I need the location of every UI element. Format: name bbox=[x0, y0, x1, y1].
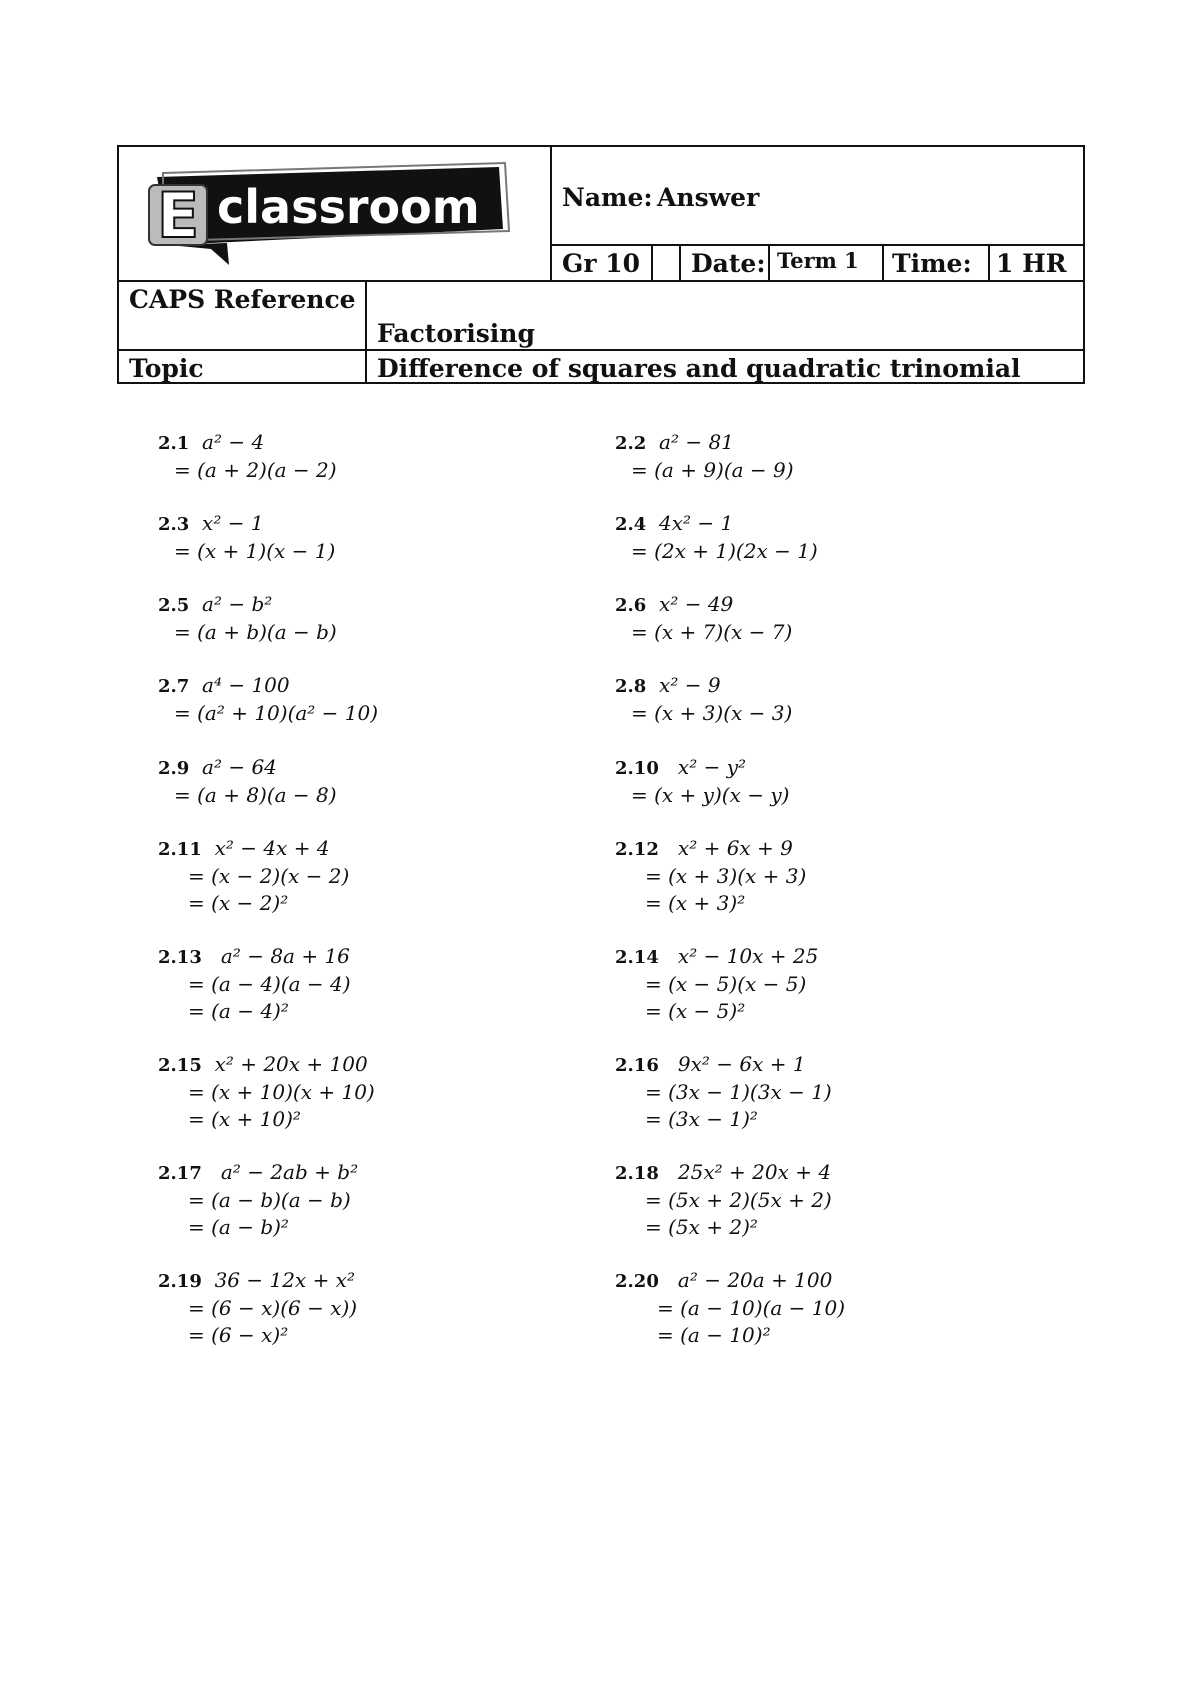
problem-item bbox=[158, 1159, 358, 1241]
problem-number: 2.7 bbox=[158, 676, 190, 697]
e-classroom-logo bbox=[139, 159, 511, 269]
topic-label: Topic bbox=[129, 354, 204, 383]
answer-step: = (3x − 1)² bbox=[645, 1107, 758, 1131]
problem-expression: x² − y² bbox=[677, 755, 747, 779]
answer-step: = (a − 4)² bbox=[188, 999, 289, 1023]
problem-number: 2.16 bbox=[615, 1055, 659, 1076]
divider bbox=[768, 244, 770, 281]
answer-step: = (6 − x)² bbox=[188, 1323, 289, 1347]
divider bbox=[550, 147, 552, 281]
problem-expression: x² − 4x + 4 bbox=[214, 836, 330, 860]
grade-value: Gr 10 bbox=[562, 249, 641, 278]
problem-expression: a⁴ − 100 bbox=[202, 673, 290, 697]
answer-step: = (x − 5)(x − 5) bbox=[645, 972, 807, 996]
problem-expression: 36 − 12x + x² bbox=[214, 1268, 355, 1292]
name-label: Name: bbox=[562, 183, 653, 212]
problem-item bbox=[158, 429, 337, 484]
answer-step: = (a + 2)(a − 2) bbox=[174, 458, 337, 482]
answer-step: = (a − b)(a − b) bbox=[188, 1188, 351, 1212]
worksheet-header bbox=[117, 145, 1085, 384]
problem-expression: 25x² + 20x + 4 bbox=[677, 1160, 832, 1184]
problem-expression: a² − 20a + 100 bbox=[677, 1268, 833, 1292]
answer-step: = (x − 2)(x − 2) bbox=[188, 864, 350, 888]
divider bbox=[988, 244, 990, 281]
svg-text:classroom: classroom bbox=[217, 180, 480, 234]
problem-expression: a² − 2ab + b² bbox=[220, 1160, 359, 1184]
divider bbox=[119, 349, 1085, 351]
divider bbox=[679, 244, 681, 281]
time-label: Time: bbox=[892, 249, 972, 278]
divider bbox=[882, 244, 884, 281]
problem-item bbox=[158, 943, 351, 1025]
problem-item bbox=[615, 943, 818, 1025]
problem-number: 2.13 bbox=[158, 947, 202, 968]
problem-number: 2.9 bbox=[158, 758, 190, 779]
problem-expression: a² − 4 bbox=[202, 430, 265, 454]
answer-step: = (3x − 1)(3x − 1) bbox=[645, 1080, 832, 1104]
problem-item bbox=[158, 754, 337, 809]
problem-number: 2.10 bbox=[615, 758, 659, 779]
time-value: 1 HR bbox=[996, 249, 1067, 278]
problem-item bbox=[615, 754, 789, 809]
problem-number: 2.2 bbox=[615, 433, 647, 454]
problem-number: 2.15 bbox=[158, 1055, 202, 1076]
problem-item bbox=[158, 835, 349, 917]
problem-expression: a² − 64 bbox=[202, 755, 277, 779]
answer-step: = (x + 3)² bbox=[645, 891, 746, 915]
problem-expression: x² − 49 bbox=[659, 592, 734, 616]
name-value: Answer bbox=[657, 183, 760, 212]
problem-expression: 9x² − 6x + 1 bbox=[677, 1052, 806, 1076]
problem-expression: a² − b² bbox=[202, 592, 273, 616]
topic-value: Difference of squares and quadratic trinomial bbox=[377, 354, 1021, 383]
problem-item bbox=[615, 1267, 845, 1349]
divider bbox=[365, 280, 367, 384]
divider bbox=[550, 244, 1085, 246]
answer-step: = (a + 9)(a − 9) bbox=[631, 458, 794, 482]
problem-number: 2.4 bbox=[615, 514, 647, 535]
answer-step: = (x + y)(x − y) bbox=[631, 783, 790, 807]
problem-number: 2.18 bbox=[615, 1163, 659, 1184]
problem-item bbox=[158, 672, 378, 727]
divider bbox=[119, 280, 1085, 282]
answer-step: = (a − 10)(a − 10) bbox=[657, 1296, 846, 1320]
problem-expression: a² − 81 bbox=[659, 430, 734, 454]
caps-reference-value: Factorising bbox=[377, 319, 535, 348]
svg-text:E: E bbox=[156, 179, 200, 252]
problem-number: 2.14 bbox=[615, 947, 659, 968]
answer-step: = (x + 1)(x − 1) bbox=[174, 539, 336, 563]
problem-number: 2.19 bbox=[158, 1271, 202, 1292]
problem-number: 2.3 bbox=[158, 514, 190, 535]
caps-reference-label: CAPS Reference bbox=[129, 285, 356, 314]
answer-step: = (x + 3)(x − 3) bbox=[631, 701, 793, 725]
answer-step: = (x + 3)(x + 3) bbox=[645, 864, 807, 888]
problem-expression: a² − 8a + 16 bbox=[220, 944, 350, 968]
answer-step: = (a + b)(a − b) bbox=[174, 620, 337, 644]
problem-expression: x² − 9 bbox=[659, 673, 721, 697]
answer-step: = (x − 5)² bbox=[645, 999, 746, 1023]
answer-step: = (a² + 10)(a² − 10) bbox=[174, 701, 379, 725]
answer-step: = (a − b)² bbox=[188, 1215, 289, 1239]
answer-step: = (x + 7)(x − 7) bbox=[631, 620, 793, 644]
problem-item bbox=[615, 429, 794, 484]
problem-number: 2.12 bbox=[615, 839, 659, 860]
problem-item bbox=[158, 1051, 375, 1133]
problem-expression: 4x² − 1 bbox=[659, 511, 734, 535]
problem-item bbox=[615, 672, 792, 727]
term-value: Term 1 bbox=[777, 248, 859, 273]
answer-step: = (6 − x)(6 − x)) bbox=[188, 1296, 358, 1320]
answer-step: = (x − 2)² bbox=[188, 891, 289, 915]
answer-step: = (5x + 2)² bbox=[645, 1215, 758, 1239]
problem-number: 2.1 bbox=[158, 433, 190, 454]
problem-expression: x² − 10x + 25 bbox=[677, 944, 819, 968]
answer-step: = (a + 8)(a − 8) bbox=[174, 783, 337, 807]
problem-item bbox=[615, 510, 818, 565]
answer-step: = (a − 10)² bbox=[657, 1323, 771, 1347]
answer-step: = (x + 10)(x + 10) bbox=[188, 1080, 375, 1104]
answer-step: = (5x + 2)(5x + 2) bbox=[645, 1188, 832, 1212]
problem-number: 2.20 bbox=[615, 1271, 659, 1292]
problem-number: 2.11 bbox=[158, 839, 202, 860]
problem-number: 2.8 bbox=[615, 676, 647, 697]
divider bbox=[651, 244, 653, 281]
problem-item bbox=[615, 591, 792, 646]
problem-expression: x² + 20x + 100 bbox=[214, 1052, 368, 1076]
answer-step: = (2x + 1)(2x − 1) bbox=[631, 539, 818, 563]
date-label: Date: bbox=[691, 249, 766, 278]
problem-expression: x² + 6x + 9 bbox=[677, 836, 793, 860]
problem-item bbox=[615, 835, 806, 917]
problem-item bbox=[158, 510, 335, 565]
problem-item bbox=[615, 1159, 832, 1241]
answer-step: = (x + 10)² bbox=[188, 1107, 301, 1131]
problem-item bbox=[158, 1267, 357, 1349]
problem-item bbox=[615, 1051, 832, 1133]
problem-number: 2.5 bbox=[158, 595, 190, 616]
problem-item bbox=[158, 591, 337, 646]
problem-number: 2.17 bbox=[158, 1163, 202, 1184]
problem-number: 2.6 bbox=[615, 595, 647, 616]
problem-expression: x² − 1 bbox=[202, 511, 264, 535]
answer-step: = (a − 4)(a − 4) bbox=[188, 972, 351, 996]
